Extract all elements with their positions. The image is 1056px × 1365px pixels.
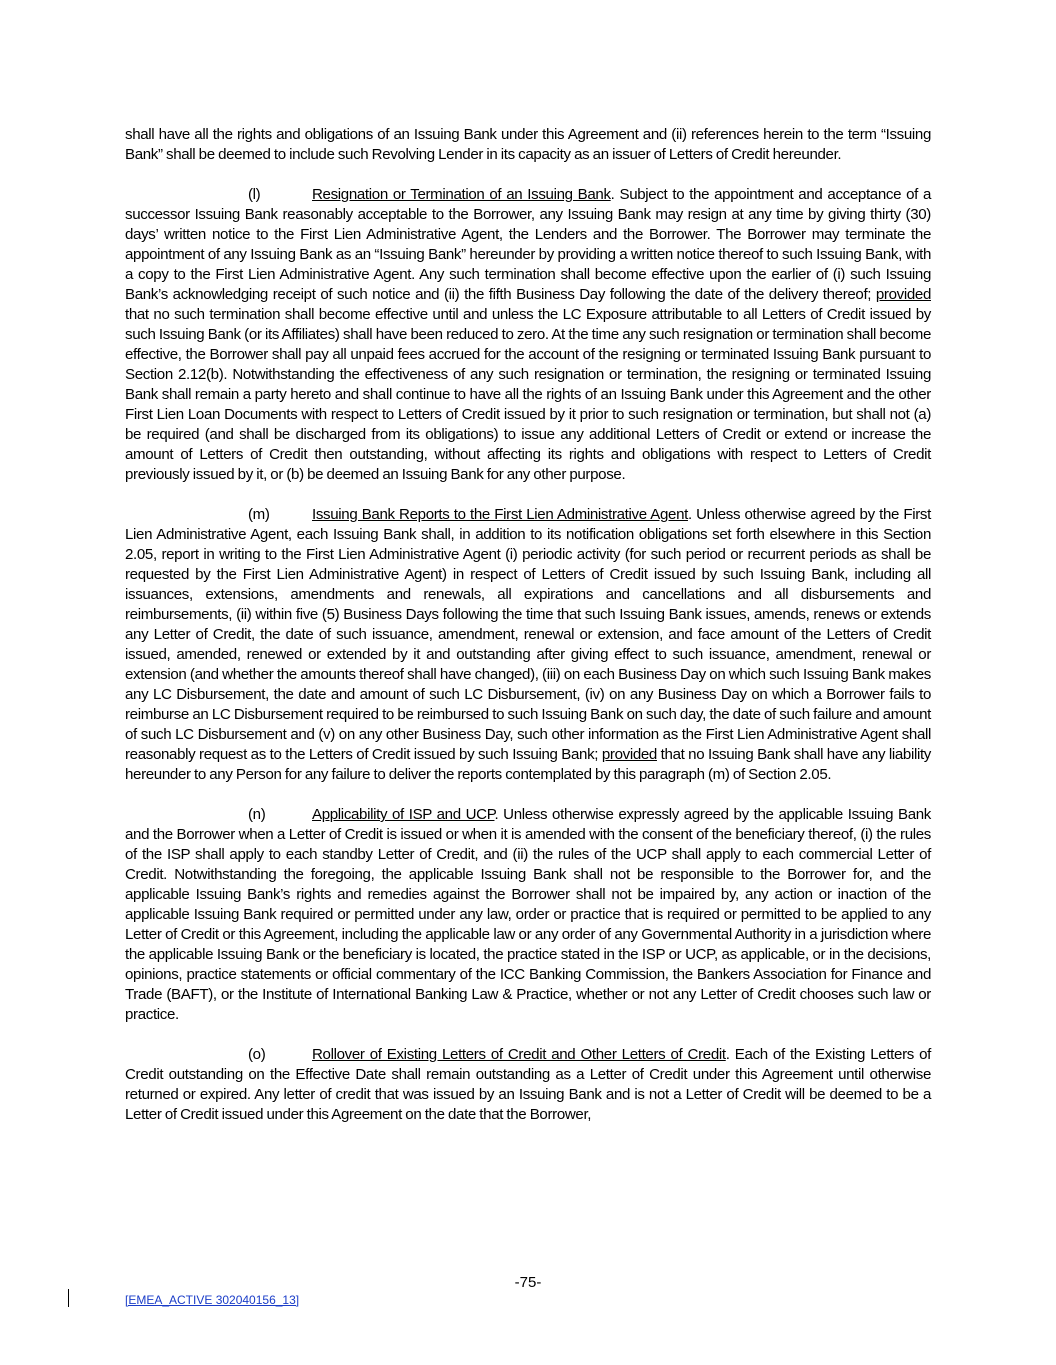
paragraph-o (125, 1045, 931, 1125)
section-number-m: (m) (248, 506, 270, 523)
paragraph-o-text1: . Each of the Existing Letters of Credit outstanding on the Effective Date shall remain outstanding as a Letter of Credit under this Agreement until otherwise returned or expired. Any letter of credit that was issued by an Issuing Bank and is not a Letter of Credit will be deemed to be a Letter of Credit issued under this Agreement on the date that the Borrower, (125, 1046, 931, 1123)
paragraph-n-text1: . Unless otherwise expressly agreed by the applicable Issuing Bank and the Borrower when a Letter of Credit is issued or when it is amended with the consent of the beneficiary thereof, (i) the rules of the ISP shall apply to each standby Letter of Credit, and (ii) the rules of the UCP shall apply to each commercial Letter of Credit. Notwithstanding the foregoing, the applicable Issuing Bank shall not be responsible to the Borrower for, and the applicable Issuing Bank’s rights and remedies against the Borrower shall not be impaired by, any action or inaction of the applicable Issuing Bank required or permitted under any law, order or practice that is required or permitted to be applied to any Letter of Credit or this Agreement, including the applicable law or any order of any Governmental Authority in a jurisdiction where the applicable Issuing Bank or the beneficiary is located, the practice stated in the ISP or UCP, as applicable, or in the decisions, opinions, practice statements or official commentary of the ICC Banking Commission, the Bankers Association for Finance and Trade (BAFT), or the Institute of International Banking Law & Practice, whether or not any Letter of Credit chooses such law or practice. (125, 806, 931, 1023)
section-heading-l: Resignation or Termination of an Issuing Bank (312, 186, 611, 203)
section-heading-n: Applicability of ISP and UCP (312, 806, 495, 823)
section-heading-m: Issuing Bank Reports to the First Lien Administrative Agent (312, 506, 688, 523)
paragraph-l-text1: . Subject to the appointment and acceptance of a successor Issuing Bank reasonably acceptable to the Borrower, any Issuing Bank may resign at any time by giving thirty (30) days’ written notice to the First Lien Administrative Agent, the Lenders and the Borrower. The Borrower may terminate the appointment of any Issuing Bank as an “Issuing Bank” hereunder by providing a written notice thereof to such Issuing Bank, with a copy to the First Lien Administrative Agent. Any such termination shall become effective upon the earlier of (i) such Issuing Bank’s acknowledging receipt of such notice and (ii) the fifth Business Day following the date of the delivery thereof; (125, 186, 931, 303)
provided-term-l: provided (875, 286, 931, 303)
document-body (125, 125, 931, 1145)
section-number-l: (l) (248, 186, 261, 203)
paragraph-n (125, 805, 931, 1025)
provided-term-m: provided (601, 746, 657, 763)
page-number: -75- (514, 1274, 542, 1291)
section-heading-o: Rollover of Existing Letters of Credit and Other Letters of Credit (312, 1046, 726, 1063)
section-number-n: (n) (248, 806, 266, 823)
paragraph-m-text1: . Unless otherwise agreed by the First Lien Administrative Agent, each Issuing Bank shall, in addition to its notification obligations set forth elsewhere in this Section 2.05, report in writing to the First Lien Administrative Agent (i) periodic activity (for such period or recurrent periods as shall be requested by the First Lien Administrative Agent) in respect of Letters of Credit issued by such Issuing Bank, including all issuances, extensions, amendments and renewals, all expirations and cancellations and all disbursements and reimbursements, (ii) within five (5) Business Days following the time that such Issuing Bank issues, amends, renews or extends any Letter of Credit, the date of such issuance, amendment, renewal or extension, and face amount of the Letters of Credit issued, amended, renewed or extended by it and outstanding after giving effect to such issuance, amendment, renewal or extension (and whether the amounts thereof shall have changed), (iii) on each Business Day on which such Issuing Bank makes any LC Disbursement, the date and amount of such LC Disbursement, (iv) on any Business Day on which a Borrower fails to reimburse an LC Disbursement required to be reimbursed to such Issuing Bank on such day, the date of such failure and amount of such LC Disbursement and (v) on any other Business Day, such other information as the First Lien Administrative Agent shall reasonably request as to the Letters of Credit issued by such Issuing Bank; (125, 506, 931, 763)
section-number-o: (o) (248, 1046, 266, 1063)
paragraph-m-text2: that no Issuing Bank shall have any liability hereunder to any Person for any failure to deliver the reports contemplated by this paragraph (m) of Section 2.05. (125, 746, 932, 783)
paragraph-l (125, 185, 931, 485)
paragraph-l-text2: that no such termination shall become effective until and unless the LC Exposure attributable to all Letters of Credit issued by such Issuing Bank (or its Affiliates) shall have been reduced to zero. At the time any such resignation or termination shall become effective, the Borrower shall pay all unpaid fees accrued for the account of the resigning or terminated Issuing Bank pursuant to Section 2.12(b). Notwithstanding the effectiveness of any such resignation or termination, the resigning or terminated Issuing Bank shall remain a party hereto and shall continue to have all the rights of an Issuing Bank under this Agreement and the other First Lien Loan Documents with respect to Letters of Credit issued by it prior to such resignation or termination, but shall not (a) be required (and shall be discharged from its obligations) to issue any additional Letters of Credit or extend or increase the amount of Letters of Credit then outstanding, without affecting its rights and obligations with respect to Letters of Credit previously issued by it, or (b) be deemed an Issuing Bank for any other purpose. (125, 306, 931, 483)
change-bar (68, 1289, 69, 1307)
paragraph-m (125, 505, 931, 785)
document-code-link[interactable]: [EMEA_ACTIVE 302040156_13] (125, 1293, 300, 1307)
paragraph-intro: shall have all the rights and obligations of an Issuing Bank under this Agreement and (ii) references herein to the term “Issuing Bank” shall be deemed to include such Revolving Lender in its capacity as an issuer of Letters of Credit hereunder. (125, 126, 931, 163)
